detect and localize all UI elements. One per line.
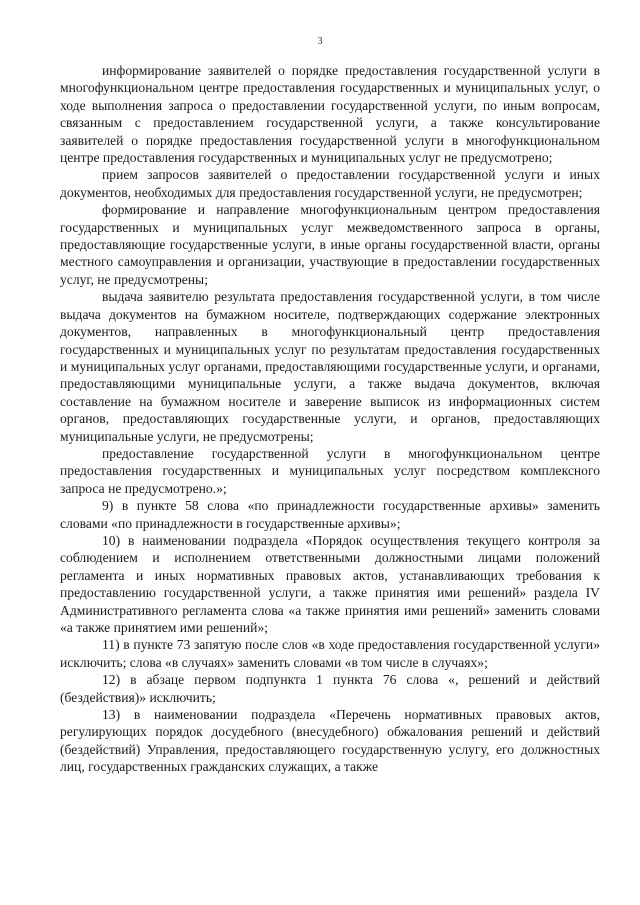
paragraph: выдача заявителю результата предоставления государственной услуги, в том числе выдача документов на бумажном носителе, подтверждающих содержание электронных документов, направленных в многофункциональный центр предоставления государственных и муниципальных услуг по результатам предоставления государственных и муниципальных услуг органами, предоставляющими государственные услуги, и органами, предоставляющими муниципальные услуги, а также выдача документов, включая составление на бумажном носителе и заверение выписок из информационных систем органов, предоставляющих государственные услуги, и органов, предоставляющих муниципальные услуги, не предусмотрены;: [60, 289, 600, 444]
document-body: [60, 62, 600, 776]
paragraph: 13) в наименовании подраздела «Перечень нормативных правовых актов, регулирующих порядок досудебного (внесудебного) обжалования решений и действий (бездействий) Управления, предоставляющего государственную услугу, его должностных лиц, государственных гражданских служащих, а также: [60, 707, 600, 775]
paragraph: 12) в абзаце первом подпункта 1 пункта 76 слова «, решений и действий (бездействия)» исключить;: [60, 672, 600, 705]
paragraph: 11) в пункте 73 запятую после слов «в ходе предоставления государственной услуги» исключить; слова «в случаях» заменить словами «в том числе в случаях»;: [60, 637, 600, 670]
paragraph: формирование и направление многофункциональным центром предоставления государственных и муниципальных услуг межведомственного запроса в органы, предоставляющие государственные услуги, в иные органы государственной власти, органы местного самоуправления и организации, участвующие в предоставлении государственных услуг, не предусмотрены;: [60, 202, 600, 287]
paragraph: прием запросов заявителей о предоставлении государственной услуги и иных документов, необходимых для предоставления государственной услуги, не предусмотрен;: [60, 167, 600, 200]
paragraph: информирование заявителей о порядке предоставления государственной услуги в многофункциональном центре предоставления государственных и муниципальных услуг, о ходе выполнения запроса о предоставлении государственной услуги, по иным вопросам, связанным с предоставлением государственной услуги, а также консультирование заявителей о порядке предоставления государственной услуги в многофункциональном центре предоставления государственных и муниципальных услуг не предусмотрено;: [60, 63, 600, 166]
paragraph: 9) в пункте 58 слова «по принадлежности государственные архивы» заменить словами «по принадлежности в государственные архивы»;: [60, 498, 600, 531]
paragraph: 10) в наименовании подраздела «Порядок осуществления текущего контроля за соблюдением и исполнением ответственными должностными лицами положений регламента и иных нормативных правовых актов, устанавливающих требования к предоставлению государственной услуги, а также принятия ими решений» раздела IV Административного регламента слова «а также принятия ими решений» заменить словами «а также принятием ими решений»;: [60, 532, 600, 635]
paragraph: предоставление государственной услуги в многофункциональном центре предоставления государственных и муниципальных услуг посредством комплексного запроса не предусмотрено.»;: [60, 445, 600, 496]
page-number: 3: [317, 36, 323, 47]
